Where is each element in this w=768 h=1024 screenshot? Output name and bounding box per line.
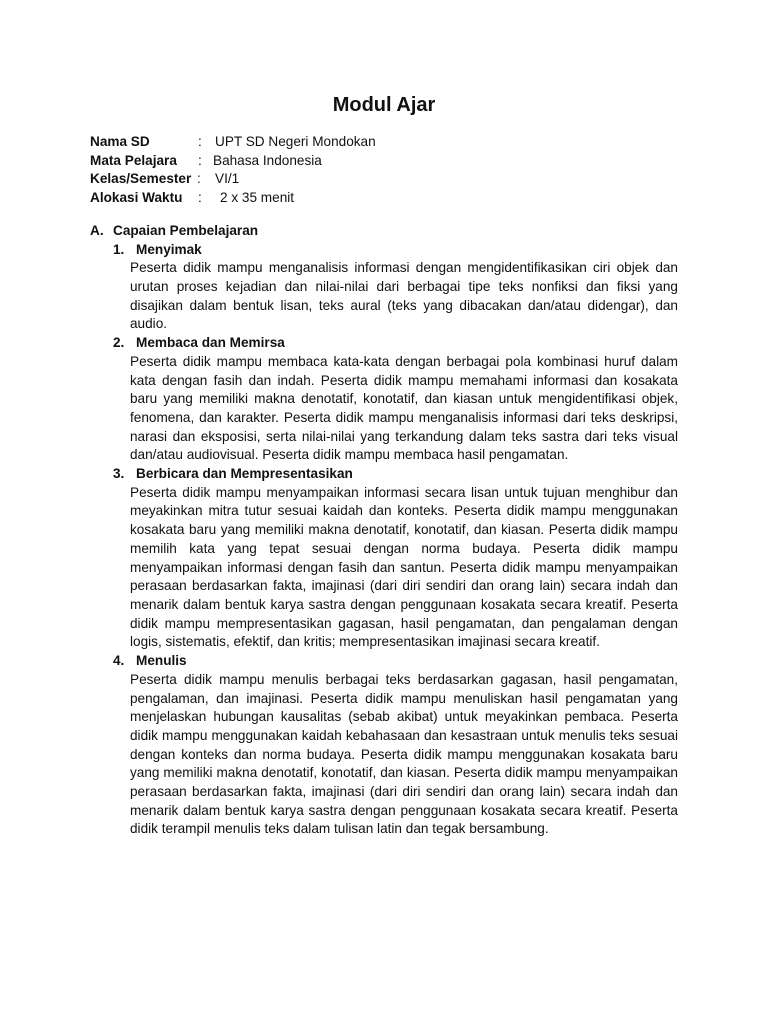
item-title: Menyimak (136, 241, 202, 257)
item-paragraph: Peserta didik mampu menyampaikan informasi secara lisan untuk tujuan menghibur dan meyakinkan mitra tutur sesuai kaidah dan konteks. Peserta didik mampu menggunakan kosakata baru yang memiliki makna denotatif, konotatif, dan kiasan. Peserta didik mampu memilih kata yang tepat sesuai dengan norma budaya. Peserta didik mampu menyampaikan informasi dengan fasih dan santun. Peserta didik mampu menyampaikan perasaan berdasarkan fakta, imajinasi (dari diri sendiri dan orang lain) secara indah dan menarik dalam bentuk karya sastra dengan penggunaan kosakata secara kreatif. Peserta didik mampu mempresentasikan gagasan, hasil pengamatan, dan pengalaman dengan logis, sistematis, efektif, dan kritis; mempresentasikan imajinasi secara kreatif. (130, 484, 678, 650)
section-heading (90, 222, 678, 241)
identity-colon: : (198, 189, 202, 205)
item-paragraph: Peserta didik mampu membaca kata-kata dengan berbagai pola kombinasi huruf dalam kata dengan fasih dan indah. Peserta didik mampu memahami informasi dan kosakata baru yang memiliki makna denotatif, konotatif, dan kiasan untuk mengidentifikasi objek, fenomena, dan karakter. Peserta didik mampu menganalisis informasi dari teks deskripsi, narasi dan eksposisi, serta nilai-nilai yang terkandung dalam teks sastra dari teks visual dan/atau audiovisual. Peserta didik mampu membaca hasil pengamatan. (130, 353, 678, 463)
item-number: 1. (113, 241, 125, 257)
item-number: 2. (113, 335, 125, 351)
identity-label: Mata Pelajara (90, 152, 177, 168)
item-title: Berbicara dan Mempresentasikan (136, 466, 353, 482)
list-item-menyimak (90, 241, 678, 335)
identity-label: Alokasi Waktu (90, 189, 183, 205)
section-title: Capaian Pembelajaran (113, 223, 259, 238)
list-item-membaca (90, 334, 678, 465)
identity-colon: : (198, 152, 202, 168)
identity-colon: : (197, 171, 201, 187)
item-heading (90, 465, 678, 484)
item-number: 4. (113, 653, 125, 669)
list-item-berbicara (90, 465, 678, 652)
item-title: Membaca dan Memirsa (136, 335, 285, 351)
item-heading (90, 241, 678, 260)
section-letter: A. (90, 223, 104, 238)
item-paragraph: Peserta didik mampu menulis berbagai teks berdasarkan gagasan, hasil pengamatan, pengalaman, dan imajinasi. Peserta didik mampu menuliskan hasil pengamatan yang menjelaskan hubungan kausalitas (sebab akibat) untuk meyakinkan pembaca. Peserta didik mampu menggunakan kaidah kebahasaan dan kesastraan untuk menulis teks sesuai dengan konteks dan norma budaya. Peserta didik mampu menggunakan kosakata baru yang memiliki makna denotatif, konotatif, dan kiasan. Peserta didik mampu menyampaikan perasaan berdasarkan fakta, imajinasi (dari diri sendiri dan orang lain) secara indah dan menarik dalam bentuk karya sastra dengan penggunaan kosakata secara kreatif. Peserta didik terampil menulis teks dalam tulisan latin dan tegak bersambung. (130, 671, 678, 837)
identity-label: Kelas/Semester (90, 171, 192, 187)
identity-value: UPT SD Negeri Mondokan (215, 134, 376, 149)
item-heading (90, 652, 678, 671)
item-number: 3. (113, 466, 125, 482)
identity-value: VI/1 (215, 171, 240, 187)
identity-colon: : (198, 134, 202, 149)
document-title: Modul Ajar (332, 94, 436, 116)
identity-label: Nama SD (90, 134, 150, 149)
item-title: Menulis (136, 653, 187, 669)
section-capaian (90, 222, 678, 839)
list-item-menulis (90, 652, 678, 839)
item-paragraph: Peserta didik mampu menganalisis informasi dengan mengidentifikasikan ciri objek dan urutan proses kejadian dan nilai-nilai dari berbagai tipe teks nonfiksi dan fiksi yang disajikan dalam bentuk lisan, teks aural (teks yang dibacakan dan/atau didengar), dan audio. (130, 260, 678, 332)
identity-value: Bahasa Indonesia (213, 152, 322, 168)
item-heading (90, 334, 678, 353)
identity-value: 2 x 35 menit (220, 189, 295, 205)
